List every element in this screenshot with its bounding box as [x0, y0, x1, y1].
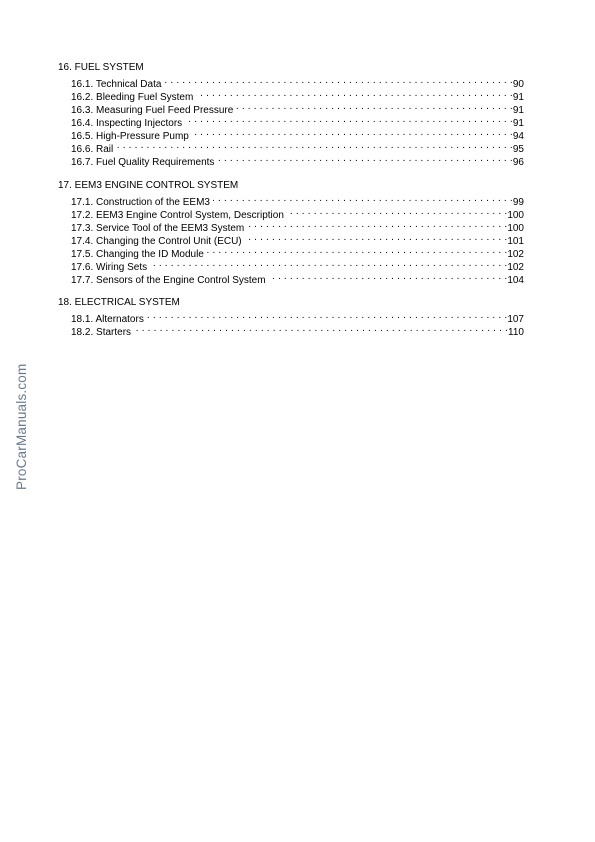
entry-page-number: 100 [507, 222, 524, 234]
entry-title: 16.4. Inspecting Injectors [71, 118, 183, 129]
dot-leader [196, 87, 513, 100]
toc-entry[interactable] [71, 322, 524, 338]
entry-page-number: 100 [507, 209, 524, 221]
entry-title: 17.7. Sensors of the Engine Control System [71, 274, 266, 286]
entry-page-number: 110 [508, 327, 524, 338]
entry-title: 16.7. Fuel Quality Requirements [71, 157, 215, 168]
entry-title: 18.1. Alternators [71, 314, 144, 325]
entry-page-number: 104 [507, 274, 524, 286]
dot-leader [192, 126, 513, 139]
dot-leader [287, 205, 507, 218]
dot-leader [245, 231, 508, 244]
entry-page-number: 90 [512, 79, 524, 90]
entry-title: 17.5. Changing the ID Module [71, 248, 204, 260]
section-heading: 18. ELECTRICAL SYSTEM [58, 297, 180, 308]
entry-page-number: 94 [512, 131, 524, 142]
entry-title: 16.2. Bleeding Fuel System [71, 92, 194, 103]
dot-leader [213, 192, 513, 205]
entry-title: 17.2. EEM3 Engine Control System, Description [71, 209, 284, 221]
toc-entry[interactable] [71, 74, 524, 90]
dot-leader [269, 270, 508, 283]
dot-leader [150, 257, 507, 270]
dot-leader [147, 309, 507, 322]
entry-page-number: 102 [507, 248, 524, 260]
watermark-text: ProCarManuals.com [14, 363, 29, 490]
dot-leader [164, 74, 512, 87]
entry-title: 17.1. Construction of the EEM3 [71, 196, 210, 208]
entry-title: 17.3. Service Tool of the EEM3 System [71, 222, 245, 234]
toc-section-electrical-system [58, 296, 524, 338]
table-of-contents [58, 61, 524, 349]
entry-title: 18.2. Starters [71, 327, 132, 338]
toc-entry[interactable] [71, 309, 524, 325]
dot-leader [134, 322, 508, 335]
entry-page-number: 101 [507, 235, 524, 247]
entry-page-number: 96 [512, 157, 524, 168]
entry-page-number: 99 [512, 196, 524, 208]
entry-title: 16.6. Rail [71, 144, 114, 155]
toc-section-eem3-engine-control [58, 179, 524, 286]
entry-page-number: 91 [512, 105, 524, 116]
entry-page-number: 91 [512, 92, 524, 103]
entry-title: 16.5. High-Pressure Pump [71, 131, 189, 142]
toc-entry[interactable] [71, 152, 524, 168]
dot-leader [207, 244, 507, 257]
entry-page-number: 91 [512, 118, 524, 129]
entry-page-number: 107 [507, 314, 524, 325]
toc-entry[interactable] [71, 139, 524, 155]
entry-title: 16.3. Measuring Fuel Feed Pressure [71, 105, 234, 116]
entry-page-number: 102 [507, 261, 524, 273]
entry-title: 16.1. Technical Data [71, 79, 162, 90]
dot-leader [236, 100, 513, 113]
toc-entry[interactable] [71, 192, 524, 208]
entry-page-number: 95 [512, 144, 524, 155]
entry-title: 17.4. Changing the Control Unit (ECU) [71, 235, 242, 247]
dot-leader [185, 113, 513, 126]
section-heading: 16. FUEL SYSTEM [58, 62, 144, 73]
dot-leader [116, 139, 513, 152]
section-heading: 17. EEM3 ENGINE CONTROL SYSTEM [58, 179, 239, 191]
toc-section-fuel-system [58, 61, 524, 168]
dot-leader [217, 152, 512, 165]
dot-leader [247, 218, 507, 231]
entry-title: 17.6. Wiring Sets [71, 261, 148, 273]
